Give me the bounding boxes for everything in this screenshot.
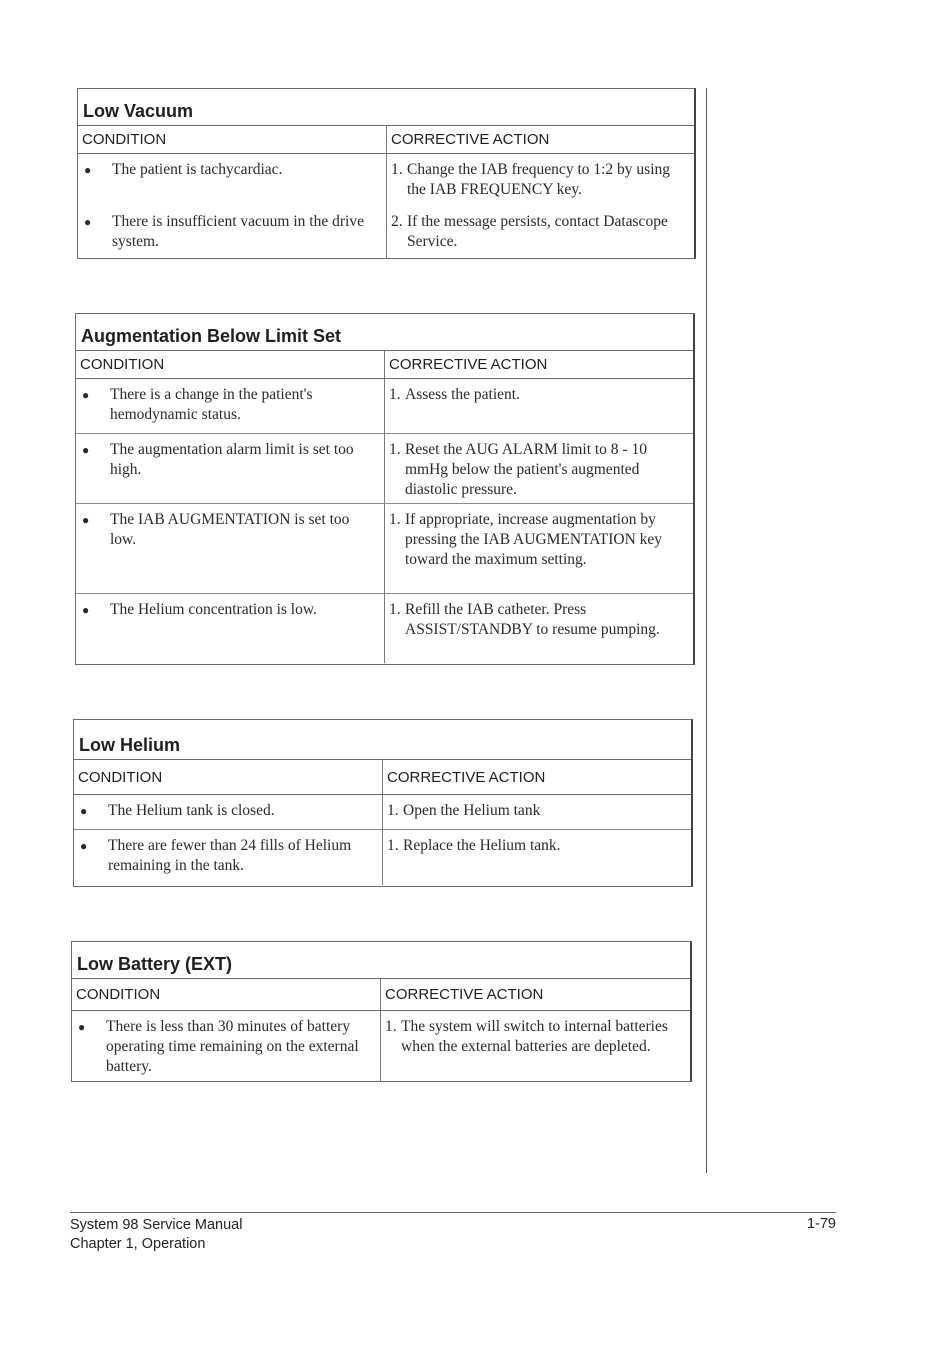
low-battery-ext-table [71,941,692,1082]
bullet: ● [84,215,92,229]
section-title: Low Battery (EXT) [72,942,690,979]
action-cell [384,594,693,663]
action-cell [380,1011,690,1081]
manual-title: System 98 Service Manual [70,1217,243,1233]
table-row [76,379,693,433]
action-cell [384,434,693,503]
footer-left [70,1216,242,1254]
action-cell [382,830,691,885]
condition-cell [74,795,382,829]
low-vacuum-table [77,88,696,259]
condition-text: There are fewer than 24 fills of Helium remaining in the tank. [108,837,352,874]
action-text: Refill the IAB catheter. Press ASSIST/STANDBY to resume pumping. [405,601,660,638]
action-text: Replace the Helium tank. [403,837,561,854]
corrective-action-header: CORRECTIVE ACTION [384,351,693,378]
table-row [74,795,691,829]
step-number: 1. [387,837,399,854]
action-cell [384,379,693,433]
table-header [74,760,691,795]
action-text: The system will switch to internal batteries when the external batteries are depleted. [401,1018,668,1055]
table-row [76,433,693,503]
condition-header: CONDITION [78,769,163,786]
condition-text: The Helium concentration is low. [110,601,317,618]
page-number: 1-79 [806,1216,836,1232]
condition-header: CONDITION [76,986,161,1003]
chapter-title: Chapter 1, Operation [70,1236,206,1252]
table-row [74,829,691,885]
condition-cell [76,434,384,503]
bullet: ● [82,443,90,457]
bullet: ● [82,513,90,527]
action-text: Open the Helium tank [403,802,541,819]
condition-text: The IAB AUGMENTATION is set too low. [110,511,350,548]
action-text: If the message persists, contact Datascope Service. [407,213,668,250]
table-header [78,126,694,154]
action-item [387,206,694,252]
table-row [72,1011,690,1081]
condition-text: There is insufficient vacuum in the drive system. [112,213,364,250]
action-cell [384,504,693,593]
condition-header: CONDITION [82,131,167,148]
table-body [78,154,694,258]
action-text: If appropriate, increase augmentation by pressing the IAB AUGMENTATION key toward the maximum setting. [405,511,663,568]
action-cell [386,154,694,258]
condition-text: The Helium tank is closed. [108,802,275,819]
condition-text: The augmentation alarm limit is set too high. [110,441,354,478]
section-title: Augmentation Below Limit Set [76,314,693,351]
condition-cell [74,830,382,885]
step-number: 1. [387,802,399,819]
table-row [76,593,693,663]
step-number: 1. [389,441,401,458]
condition-item [78,206,386,252]
corrective-action-header: CORRECTIVE ACTION [380,979,690,1010]
condition-cell [76,594,384,663]
condition-cell [76,379,384,433]
bullet: ● [80,839,88,853]
condition-item [78,154,386,206]
action-text: Reset the AUG ALARM limit to 8 - 10 mmHg below the patient's augmented diastolic pressure. [405,441,647,498]
condition-text: The patient is tachycardiac. [112,161,283,178]
table-header [76,351,693,379]
corrective-action-header: CORRECTIVE ACTION [382,760,691,794]
condition-text: There is a change in the patient's hemodynamic status. [110,386,313,423]
condition-cell [72,1011,380,1081]
action-text: Assess the patient. [405,386,520,403]
bullet: ● [84,163,92,177]
corrective-action-header: CORRECTIVE ACTION [386,126,694,153]
action-item [387,154,694,206]
step-number: 1. [389,386,401,403]
step-number: 2. [391,213,403,230]
step-number: 1. [385,1018,397,1035]
step-number: 1. [391,161,403,178]
augmentation-below-limit-table [75,313,695,665]
action-text: Change the IAB frequency to 1:2 by using the IAB FREQUENCY key. [407,161,671,198]
margin-rule [706,88,707,1173]
condition-header: CONDITION [80,356,165,373]
step-number: 1. [389,511,401,528]
section-title: Low Vacuum [78,89,694,126]
bullet: ● [78,1020,86,1034]
step-number: 1. [389,601,401,618]
condition-cell [76,504,384,593]
action-cell [382,795,691,829]
table-row [76,503,693,593]
condition-cell [78,154,386,258]
section-title: Low Helium [74,720,691,760]
condition-text: There is less than 30 minutes of battery operating time remaining on the external battery. [106,1018,359,1075]
bullet: ● [82,603,90,617]
table-header [72,979,690,1011]
page-footer [70,1212,836,1252]
bullet: ● [82,388,90,402]
bullet: ● [80,804,88,818]
low-helium-table [73,719,693,887]
